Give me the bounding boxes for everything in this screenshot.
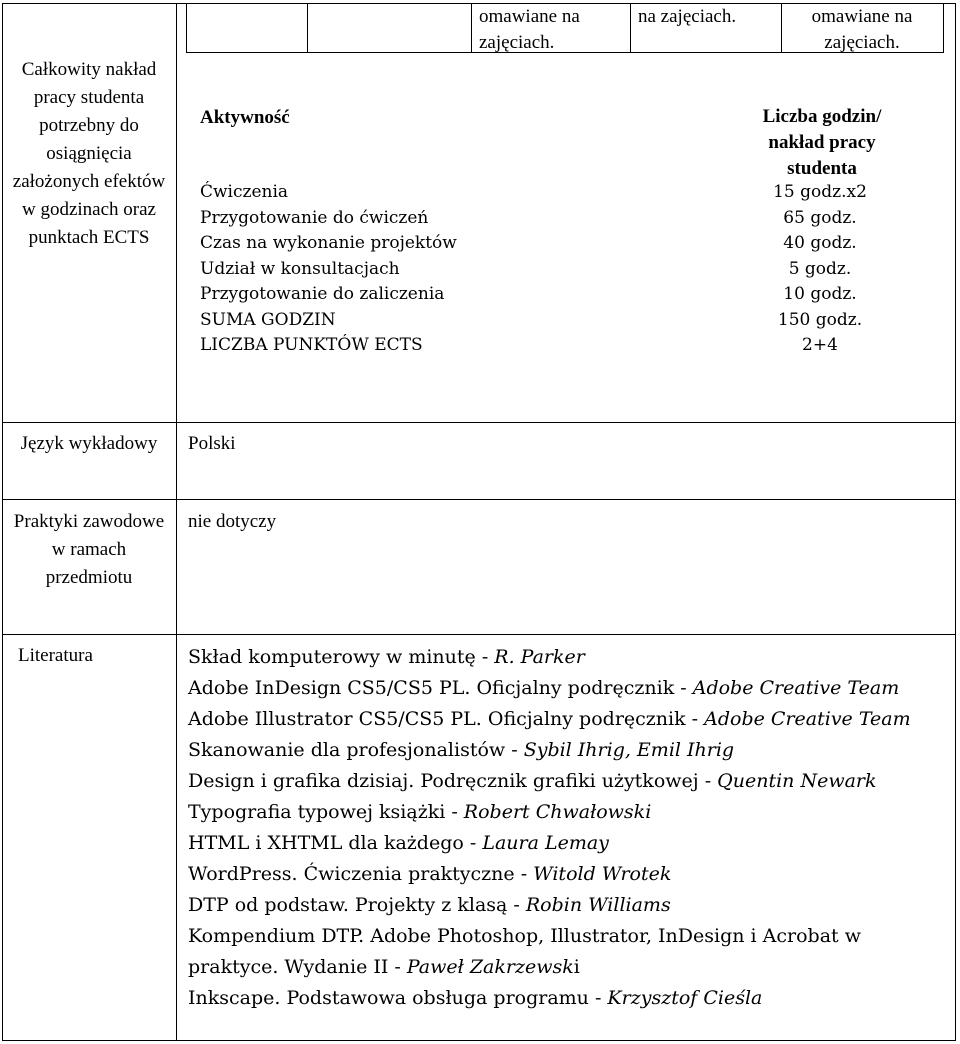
activity-row-label: Przygotowanie do zaliczenia [200,284,445,304]
hours-header: Liczba godzin/ nakład pracy studenta [762,106,882,179]
hours-row-value: 40 godz. [783,233,857,253]
inner-top-vline-0 [186,3,187,53]
literature-item [188,642,585,673]
inner-top-vline-1 [307,3,308,53]
literature-author: Krzysztof Cieśla [607,987,763,1009]
row-divider-ects [2,422,956,423]
inner-top-vline-4 [781,3,782,53]
literature-author: Robert Chwałowski [463,801,652,823]
literature-author: Sybil Ihrig, Emil Ihrig [523,739,735,761]
literature-author: Adobe Creative Team [704,708,911,730]
literature-title: Skład komputerowy w minutę - [188,646,495,668]
table-border-left [2,3,3,1041]
literature-title: Kompendium DTP. Adobe Photoshop, Illustrator, InDesign i Acrobat w [188,925,861,947]
literature-item [188,890,671,921]
literature-title: Adobe InDesign CS5/CS5 PL. Oficjalny podręcznik - [188,677,693,699]
literature-author: Laura Lemay [482,832,609,854]
literature-item [188,859,671,890]
literature-title: Inkscape. Podstawowa obsługa programu - [188,987,608,1009]
ects-label: Całkowity nakład pracy studenta potrzebny do osiągnięcia założonych efektów w godzinach oraz punktach ECTS [12,59,166,248]
hours-row-value: 65 godz. [783,207,857,228]
literature-title: DTP od podstaw. Projekty z klasą - [188,894,526,916]
activity-header: Aktywność [200,107,290,128]
literature-title: Typografia typowej książki - [188,801,464,823]
literature-author: Witold Wrotek [533,863,672,885]
literature-label: Literatura [18,645,93,666]
literature-author: Paweł Zakrzewsk [406,956,574,978]
language-label: Język wykładowy [20,433,158,454]
practice-value: nie dotyczy [188,511,277,532]
literature-author: Quentin Newark [717,770,877,792]
activity-row-label: SUMA GODZIN [200,309,336,330]
literature-author: Adobe Creative Team [692,677,900,699]
literature-item [188,828,609,859]
column-divider [176,3,177,1041]
inner-top-vline-2 [471,3,472,53]
table-border-right [955,3,956,1041]
literature-tail: i [573,956,580,978]
table-border-bottom [2,1040,956,1041]
top-cell-5: omawiane na zajęciach. [811,6,913,53]
activity-row-label: Czas na wykonanie projektów [200,233,457,253]
hours-row-value: 10 godz. [783,284,857,304]
activity-row-label: LICZBA PUNKTÓW ECTS [200,335,423,355]
literature-author: R. Parker [494,646,585,668]
literature-item [188,735,734,766]
literature-item [188,983,762,1014]
literature-item [188,952,580,983]
row-divider-language [2,499,956,500]
literature-author: Robin Williams [525,894,671,916]
inner-top-vline-5 [943,3,944,53]
literature-title: HTML i XHTML dla każdego - [188,832,483,854]
literature-title: WordPress. Ćwiczenia praktyczne - [188,863,534,885]
hours-row-value: 150 godz. [777,309,863,330]
top-cell-3: omawiane na zajęciach. [479,6,580,53]
hours-row-value: 5 godz. [788,258,852,279]
activity-row-label: Udział w konsultacjach [200,258,400,279]
literature-title: Adobe Illustrator CS5/CS5 PL. Oficjalny podręcznik - [188,708,705,730]
hours-row-value: 2+4 [802,335,838,355]
activity-row-label: Przygotowanie do ćwiczeń [200,207,429,228]
inner-top-vline-3 [630,3,631,53]
literature-item [188,766,877,797]
literature-title: Design i grafika dzisiaj. Podręcznik grafiki użytkowej - [188,770,718,792]
practice-label: Praktyki zawodowe w ramach przedmiotu [13,511,165,588]
row-divider-practice [2,634,956,635]
literature-item [188,921,861,952]
literature-item [188,797,651,828]
top-cell-4: na zajęciach. [638,6,737,27]
literature-item [188,704,911,735]
literature-title: praktyce. Wydanie II - [188,956,407,978]
language-value: Polski [188,433,236,454]
activity-row-label: Ćwiczenia [200,182,289,202]
hours-row-value: 15 godz.x2 [773,182,867,202]
literature-title: Skanowanie dla profesjonalistów - [188,739,524,761]
literature-item [188,673,899,704]
